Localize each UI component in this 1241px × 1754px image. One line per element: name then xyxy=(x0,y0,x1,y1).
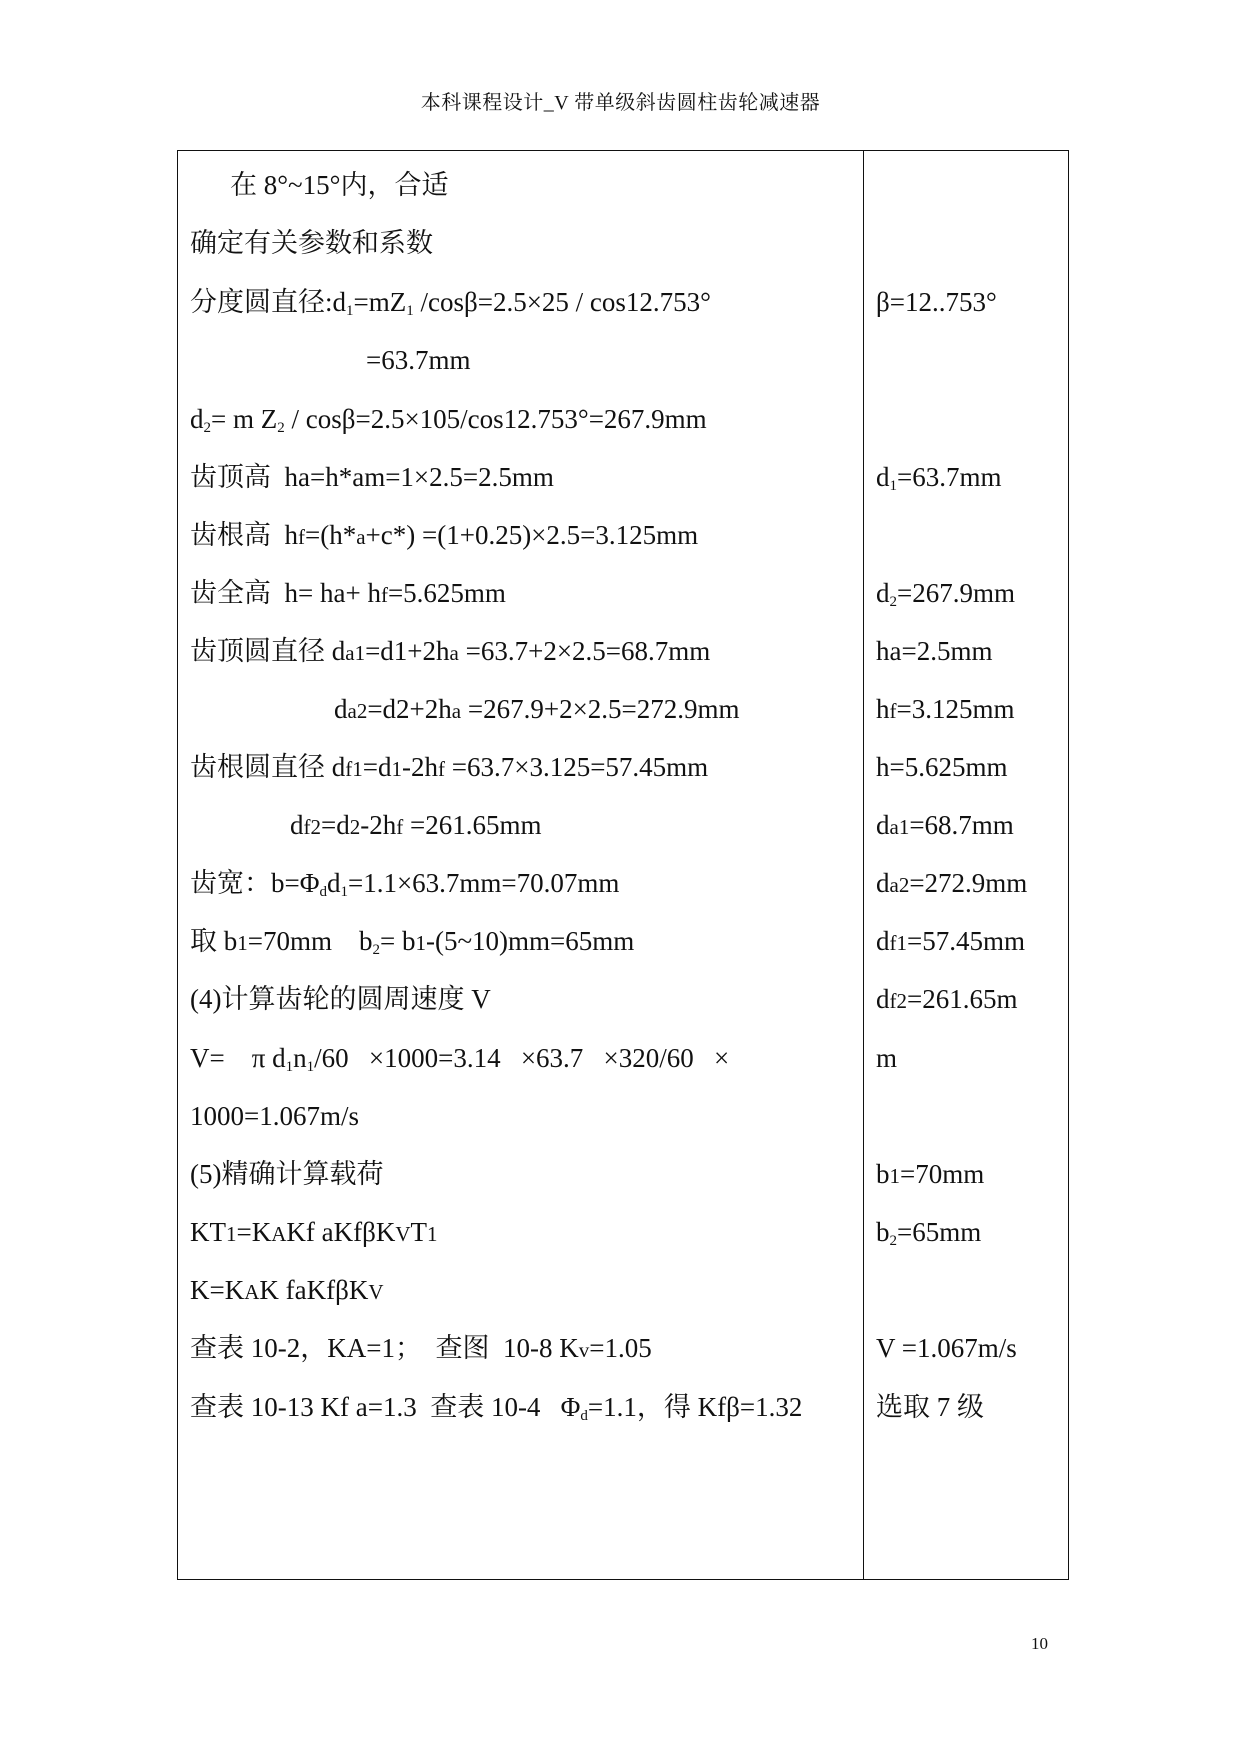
left-line-3: =63.7mm xyxy=(366,345,471,375)
right-line-8: df1=57.45mm xyxy=(876,926,1025,956)
calculation-table xyxy=(177,150,1069,1580)
right-line-11: b1=70mm xyxy=(876,1159,985,1189)
right-line-6: da1=68.7mm xyxy=(876,810,1014,840)
right-line-3: ha=2.5mm xyxy=(876,636,993,666)
left-line-18: KT1=KAKf aKfβKVT1 xyxy=(190,1217,438,1247)
left-line-0: 在 8°~15°内，合适 xyxy=(230,170,449,200)
left-line-6: 齿根高 hf=(h*a+c*) =(1+0.25)×2.5=3.125mm xyxy=(190,520,699,550)
left-line-10: 齿根圆直径 df1=d1-2hf =63.7×3.125=57.45mm xyxy=(190,752,709,782)
right-line-2: $d_2=267.9mm$ xyxy=(876,578,1015,610)
left-line-21: 查表 10-13 Kf a=1.3 查表 10-4 $\Phi_d=1.1$，得 Kfβ=1.32 xyxy=(190,1392,803,1424)
right-line-13: V =1.067m/s xyxy=(876,1333,1017,1363)
left-line-12: 齿宽：$b=\Phi_dd_1=1.1\times 63.7mm=70.07mm$ xyxy=(190,868,620,900)
right-line-9: df2=261.65m xyxy=(876,984,1018,1014)
left-line-19: K=KAK faKfβKV xyxy=(190,1275,384,1305)
left-line-14: (4)计算齿轮的圆周速度 V xyxy=(190,984,491,1014)
left-line-8: 齿顶圆直径 da1=d1+2ha =63.7+2×2.5=68.7mm xyxy=(190,636,711,666)
right-line-12: $b_2=65mm$ xyxy=(876,1217,982,1249)
page-number: 10 xyxy=(1031,1634,1048,1653)
right-line-4: hf=3.125mm xyxy=(876,694,1015,724)
left-line-7: 齿全高 h= ha+ hf=5.625mm xyxy=(190,578,506,608)
left-line-5: 齿顶高 ha=h*am=1×2.5=2.5mm xyxy=(190,462,554,492)
right-line-1: $d_1=63.7mm$ xyxy=(876,462,1002,494)
right-line-10: m xyxy=(876,1043,898,1073)
page-header: 本科课程设计_V 带单级斜齿圆柱齿轮减速器 xyxy=(420,92,821,114)
right-line-7: da2=272.9mm xyxy=(876,868,1028,898)
left-line-11: df2=d2-2hf =261.65mm xyxy=(290,810,542,840)
left-line-16: 1000=1.067m/s xyxy=(190,1101,359,1131)
left-line-17: (5)精确计算载荷 xyxy=(190,1159,384,1189)
left-line-2: 分度圆直径$:d_1=mZ_1$ /cosβ=2.5×25 / cos12.753° xyxy=(190,287,711,319)
right-line-14: 选取 7 级 xyxy=(876,1392,984,1422)
column-divider xyxy=(863,151,864,1579)
left-line-9: da2=d2+2ha =267.9+2×2.5=272.9mm xyxy=(334,694,740,724)
left-line-4: $d_2= m$ $Z_2 / \cos\beta=2.5\times 105/\cos 12.753^\circ=267.9mm$ xyxy=(190,404,707,436)
right-line-5: h=5.625mm xyxy=(876,752,1008,782)
left-line-15: V= π $d_1n_1/60 \times 1000=3.14 \times 63.7 \times 320/60$ × xyxy=(190,1043,730,1075)
left-line-20: 查表 10-2，KA=1； 查图 10-8 Kv=1.05 xyxy=(190,1333,652,1363)
left-line-1: 确定有关参数和系数 xyxy=(190,228,433,258)
right-line-0: β=12..753° xyxy=(876,287,997,317)
left-line-13: 取 b1=70mm $b_2=$ b1-(5~10)mm=65mm xyxy=(190,926,635,958)
